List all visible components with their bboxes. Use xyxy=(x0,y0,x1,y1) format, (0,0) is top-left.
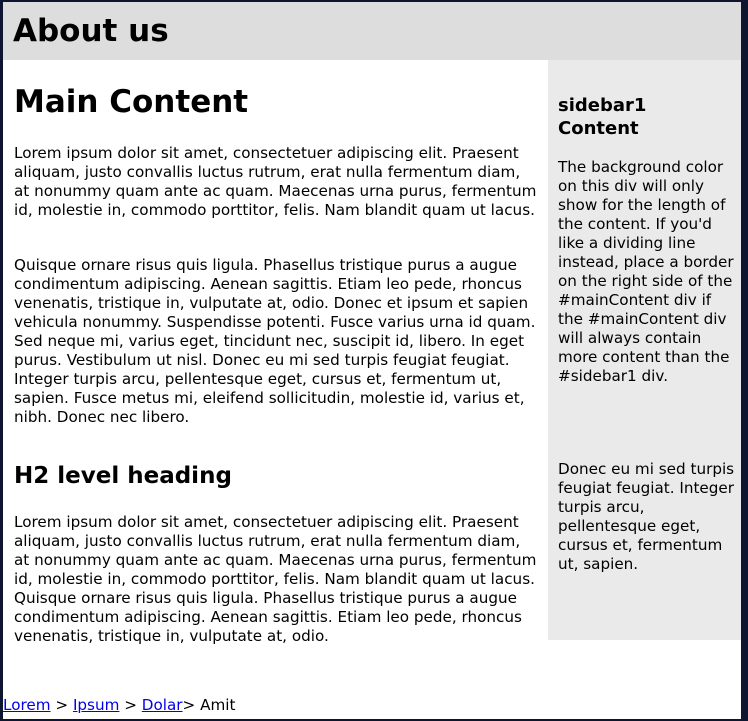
main-paragraph-2: Quisque ornare risus quis ligula. Phasellus tristique purus a augue condimentum adipiscing. Aenean sagittis. Etiam leo pede, rhoncus venenatis, tristique in, vulputate at, odio. Donec et ipsum et sapien vehicula nonummy. Suspendisse potenti. Fusce varius urna id quam. Sed neque mi, varius eget, tincidunt nec, suscipit id, libero. In eget purus. Vestibulum ut nisl. Donec eu mi sed turpis feugiat feugiat. Integer turpis arcu, pellentesque eget, cursus et, fermentum ut, sapien. Fusce metus mi, eleifend sollicitudin, molestie id, varius et, nibh. Donec nec libero. xyxy=(14,256,536,426)
main-subheading: H2 level heading xyxy=(14,463,232,489)
sidebar-paragraph-1: The background color on this div will only show for the length of the content. If you'd like a dividing line instead, place a border on the right side of the #mainContent div if the #mainContent div will always contain more content than the #sidebar1 div. xyxy=(558,158,734,385)
page-header xyxy=(3,2,741,60)
page-container xyxy=(3,2,741,719)
breadcrumb-current: > Amit xyxy=(182,696,236,714)
breadcrumb-link-lorem[interactable]: Lorem xyxy=(3,696,51,714)
breadcrumb-separator: > xyxy=(50,696,73,714)
breadcrumb-separator: > xyxy=(119,696,142,714)
main-heading: Main Content xyxy=(14,84,249,120)
breadcrumb-link-ipsum[interactable]: Ipsum xyxy=(72,696,120,714)
main-paragraph-3: Lorem ipsum dolor sit amet, consectetuer adipiscing elit. Praesent aliquam, justo convallis luctus rutrum, erat nulla fermentum diam, at nonummy quam ante ac quam. Maecenas urna purus, fermentum id, molestie in, commodo porttitor, felis. Nam blandit quam ut lacus. Quisque ornare risus quis ligula. Phasellus tristique purus a augue condimentum adipiscing. Aenean sagittis. Etiam leo pede, rhoncus venenatis, tristique in, vulputate at, odio. xyxy=(14,513,537,645)
sidebar xyxy=(548,60,741,640)
sidebar-paragraph-2: Donec eu mi sed turpis feugiat feugiat. Integer turpis arcu, pellentesque eget, cursus et, fermentum ut, sapien. xyxy=(558,460,735,573)
sidebar-heading: sidebar1 Content xyxy=(558,95,647,139)
main-paragraph-1: Lorem ipsum dolor sit amet, consectetuer adipiscing elit. Praesent aliquam, justo convallis luctus rutrum, erat nulla fermentum diam, at nonummy quam ante ac quam. Maecenas urna purus, fermentum id, molestie in, commodo porttitor, felis. Nam blandit quam ut lacus. xyxy=(14,144,537,219)
page-title: About us xyxy=(13,13,169,49)
breadcrumb-link-dolar[interactable]: Dolar xyxy=(141,696,183,714)
breadcrumb xyxy=(3,696,235,715)
